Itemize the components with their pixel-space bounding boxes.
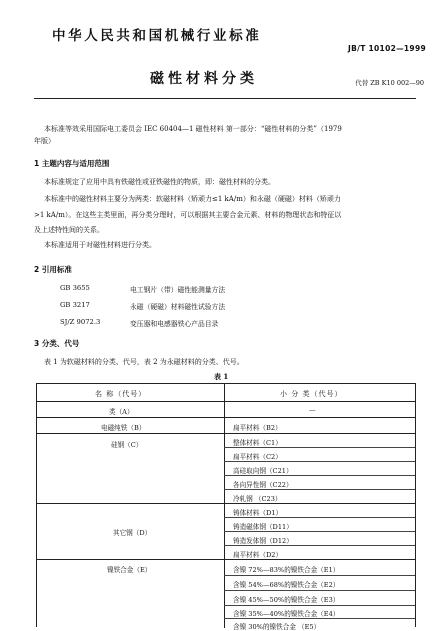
reference-code: GB 3217 bbox=[60, 301, 90, 309]
table-cell-subclass: 含镍 30%的镍铁合金 （E5） bbox=[233, 623, 321, 631]
table-row-rule bbox=[37, 559, 415, 560]
table-cell-subclass: 冷轧钢 （C23） bbox=[233, 495, 282, 503]
section-1-title: 1 主题内容与适用范围 bbox=[34, 159, 110, 168]
reference-title: 变压器和电感器铁心产品目录 bbox=[130, 320, 219, 328]
table-row-rule bbox=[37, 417, 415, 418]
standard-number: JB/T 10102—1999 bbox=[348, 44, 426, 53]
table-cell-subclass: 含镍 45%—50%的镍铁合金（E3） bbox=[233, 596, 340, 604]
table-cell-subclass: 扁平材料（D2） bbox=[233, 551, 283, 559]
section-1-paragraph-2-line-3: 及上述特性间的关系。 bbox=[34, 226, 104, 234]
table-cell-name: 镍铁合金（E） bbox=[107, 566, 152, 574]
table-subrow-rule bbox=[224, 489, 415, 490]
table-cell-subclass: 铸造发体钢（D12） bbox=[233, 537, 293, 545]
table-cell-subclass: 扁平材料（C2） bbox=[233, 453, 282, 461]
reference-code: SJ/Z 9072.3 bbox=[60, 318, 101, 326]
reference-title: 永磁（硬磁）材料磁性试验方法 bbox=[130, 303, 226, 311]
table-cell-subclass: 整体材料（C1） bbox=[233, 439, 282, 447]
table-subrow-rule bbox=[224, 517, 415, 518]
table-cell-class: 类（A） bbox=[109, 408, 134, 416]
section-1-paragraph-1: 本标准规定了应用中具有铁磁性或亚铁磁性的物质，即：磁性材料的分类。 bbox=[44, 178, 275, 186]
document-title: 磁性材料分类 bbox=[150, 71, 258, 87]
standard-title: 中华人民共和国机械行业标准 bbox=[52, 28, 262, 44]
table-subrow-rule bbox=[224, 461, 415, 462]
classification-table bbox=[36, 383, 416, 631]
table-subrow-rule bbox=[224, 590, 415, 591]
table-header-rule bbox=[37, 401, 415, 402]
table-header-subclass: 小 分 类（代号） bbox=[280, 390, 343, 398]
table-subrow-rule bbox=[224, 447, 415, 448]
table-cell-dash: — bbox=[309, 406, 316, 414]
reference-title: 电工钢片（带）磁性能测量方法 bbox=[130, 286, 226, 294]
table-cell-subclass: 各向异性钢（C22） bbox=[233, 481, 293, 489]
reference-code: GB 3655 bbox=[60, 284, 90, 292]
table-cell-subclass: 含镍 54%—68%的镍铁合金（E2） bbox=[233, 581, 340, 589]
table-subrow-rule bbox=[224, 605, 415, 606]
table-column-divider bbox=[224, 384, 225, 628]
table-row-rule bbox=[37, 433, 415, 434]
section-1-paragraph-2-line-2: >1 kA/m）。在这些主类里面，再分类分理时，可以根据其主要合金元素、材料的物理状态和特征以 bbox=[34, 211, 342, 219]
table-cell-subclass: 铸造磁体钢（D11） bbox=[233, 523, 293, 531]
table-subrow-rule bbox=[224, 475, 415, 476]
intro-line-1: 本标准等效采用国际电工委员会 IEC 60404—1 磁性材料 第一部分：“磁性材料的分类”（1979 bbox=[44, 125, 342, 133]
table-cell-name: 硅钢（C） bbox=[111, 441, 143, 449]
header-rule bbox=[34, 98, 416, 99]
section-1-paragraph-3: 本标准适用于对磁性材料进行分类。 bbox=[44, 241, 156, 249]
section-1-paragraph-2-line-1: 本标准中的磁性材料主要分为两类：软磁材料（矫顽力≤1 kA/m）和永磁（硬磁）材料（矫顽力 bbox=[44, 195, 341, 203]
section-3-title: 3 分类、代号 bbox=[34, 339, 80, 348]
table-cell-name: 其它钢（D） bbox=[113, 529, 152, 537]
table-row-rule bbox=[37, 503, 415, 504]
table-cell-subclass: 扁平材料（B2） bbox=[233, 424, 282, 432]
table-header-name: 名 称（代号） bbox=[95, 390, 147, 398]
table-caption: 表 1 bbox=[214, 372, 229, 381]
replaces-note: 代替 ZB K10 002—90 bbox=[355, 79, 424, 87]
table-subrow-rule bbox=[224, 545, 415, 546]
intro-line-2: 年版） bbox=[34, 137, 55, 145]
table-cell-subclass: 含镍 35%—40%的镍铁合金（E4） bbox=[233, 610, 340, 618]
table-subrow-rule bbox=[224, 618, 415, 619]
table-cell-name: 电磁纯铁（B） bbox=[101, 424, 146, 432]
section-3-paragraph: 表 1 为软磁材料的分类、代号，表 2 为永磁材料的分类、代号。 bbox=[44, 358, 244, 366]
table-cell-subclass: 铸体材料（D1） bbox=[233, 509, 283, 517]
table-subrow-rule bbox=[224, 575, 415, 576]
table-subrow-rule bbox=[224, 531, 415, 532]
section-2-title: 2 引用标准 bbox=[34, 265, 72, 274]
table-cell-subclass: 高硅取向钢（C21） bbox=[233, 467, 293, 475]
table-cell-subclass: 含镍 72%—83%的镍铁合金（E1） bbox=[233, 566, 340, 574]
